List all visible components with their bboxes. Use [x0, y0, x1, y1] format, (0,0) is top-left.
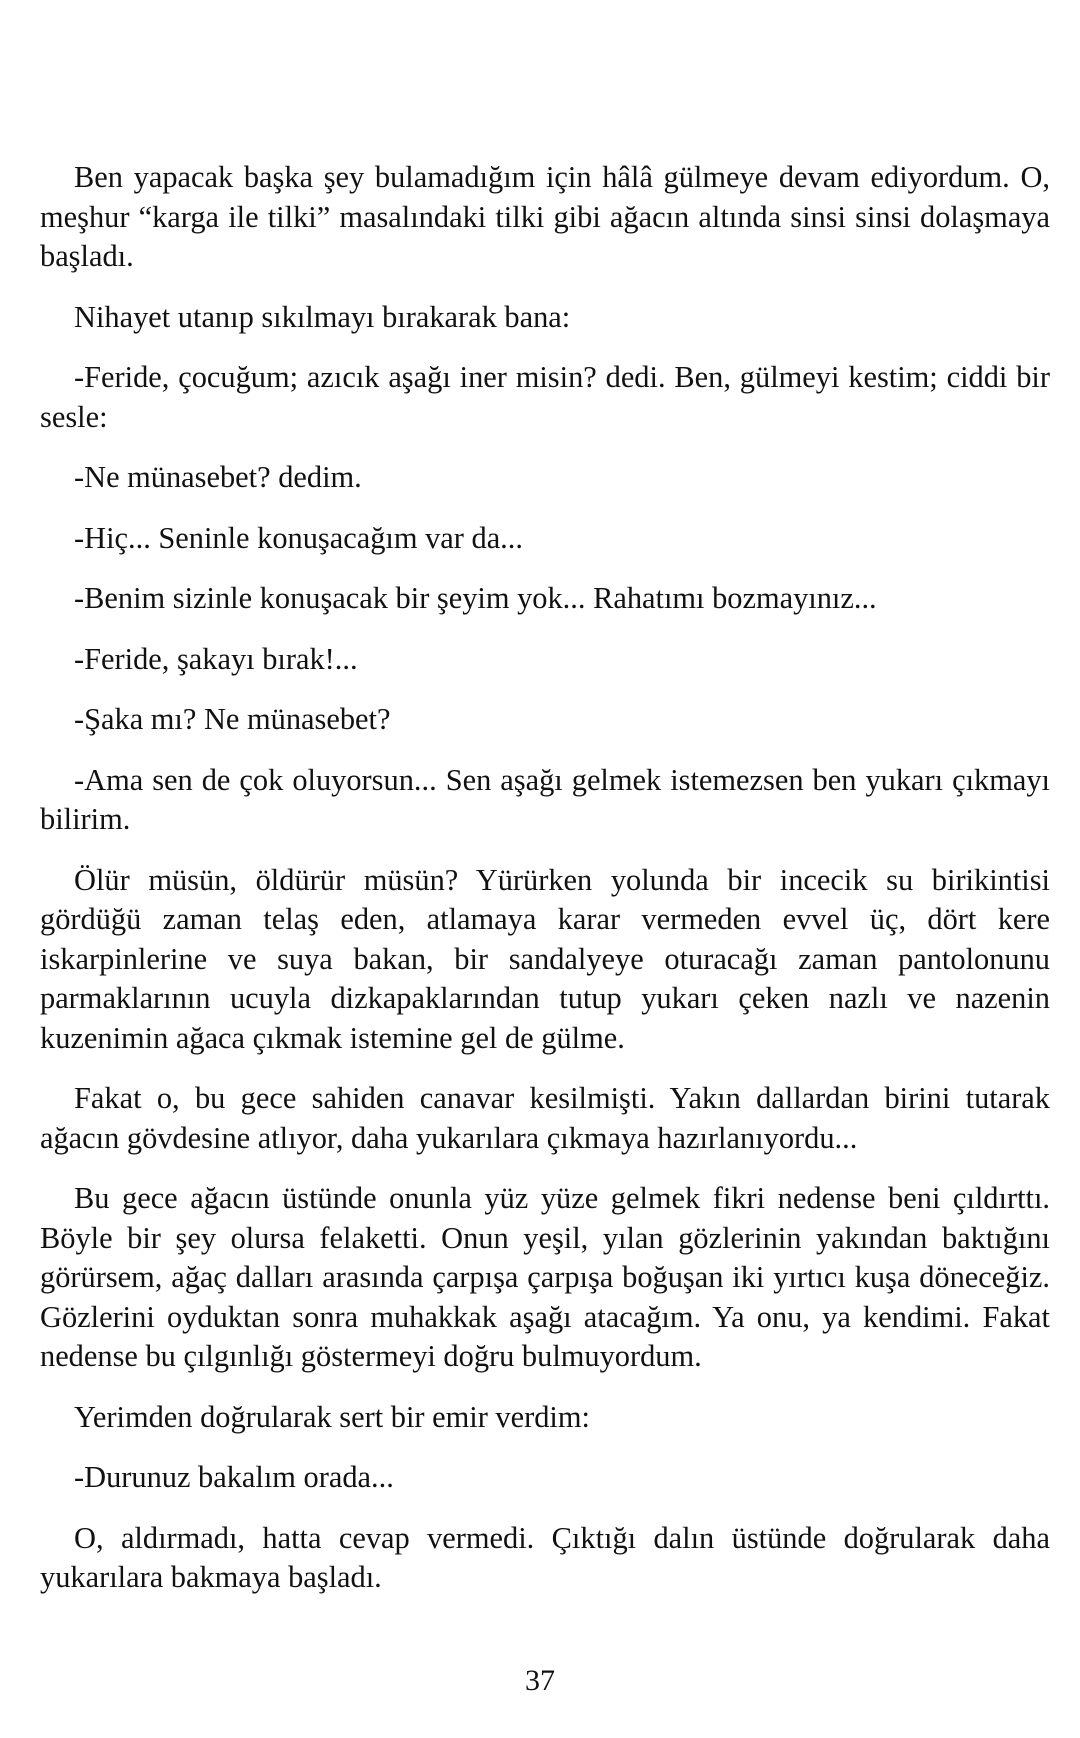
paragraph: Ben yapacak başka şey bulamadığım için hâlâ gülmeye devam ediyordum. O, meşhur “karga ile tilki” masalındaki tilki gibi ağacın altında sinsi sinsi dolaşmaya başladı.: [40, 160, 1050, 273]
paragraph: Yerimden doğrularak sert bir emir verdim:: [74, 1399, 590, 1434]
book-page-body: [40, 158, 1050, 1619]
paragraph: Bu gece ağacın üstünde onunla yüz yüze gelmek fikri nedense beni çıldırttı. Böyle bir şey olursa felaketti. Onun yeşil, yılan gözlerinin yakından baktığını görürsem, ağaç dalları arasında çarpışa çarpışa boğuşan iki yırtıcı kuşa döneceğiz. Gözlerini oyduktan sonra muhakkak aşağı atacağım. Ya onu, ya kendimi. Fakat nedense bu çılgınlığı göstermeyi doğru bulmuyordum.: [40, 1181, 1050, 1373]
paragraph: -Benim sizinle konuşacak bir şeyim yok... Rahatımı bozmayınız...: [74, 581, 877, 615]
paragraph: -Şaka mı? Ne münasebet?: [74, 702, 391, 736]
paragraph: -Hiç... Seninle konuşacağım var da...: [74, 520, 523, 555]
page-number: 37: [525, 1664, 555, 1697]
paragraph: -Durunuz bakalım orada...: [74, 1460, 394, 1494]
paragraph: O, aldırmadı, hatta cevap vermedi. Çıktığı dalın üstünde doğrularak daha yukarılara bakmaya başladı.: [40, 1520, 1050, 1594]
paragraph: Ölür müsün, öldürür müsün? Yürürken yolunda bir incecik su birikintisi gördüğü zaman telaş eden, atlamaya karar vermeden evvel üç, dört kere iskarpinlerine ve suya bakan, bir sandalyeye oturacağı zaman pantolonunu parmaklarının ucuyla dizkapaklarından tutup yukarı çeken nazlı ve nazenin kuzenimin ağaca çıkmak istemine gel de gülme.: [40, 862, 1050, 1055]
paragraph: -Ne münasebet? dedim.: [74, 460, 362, 494]
paragraph: Fakat o, bu gece sahiden canavar kesilmişti. Yakın dallardan birini tutarak ağacın gövdesine atlıyor, daha yukarılara çıkmaya hazırlanıyordu...: [40, 1081, 1050, 1155]
paragraph: -Feride, çocuğum; azıcık aşağı iner misin? dedi. Ben, gülmeyi kestim; ciddi bir sesle:: [40, 360, 1050, 434]
paragraph: -Feride, şakayı bırak!...: [74, 641, 358, 676]
paragraph: Nihayet utanıp sıkılmayı bırakarak bana:: [74, 299, 571, 334]
paragraph: -Ama sen de çok oluyorsun... Sen aşağı gelmek istemezsen ben yukarı çıkmayı bilirim.: [40, 762, 1050, 836]
